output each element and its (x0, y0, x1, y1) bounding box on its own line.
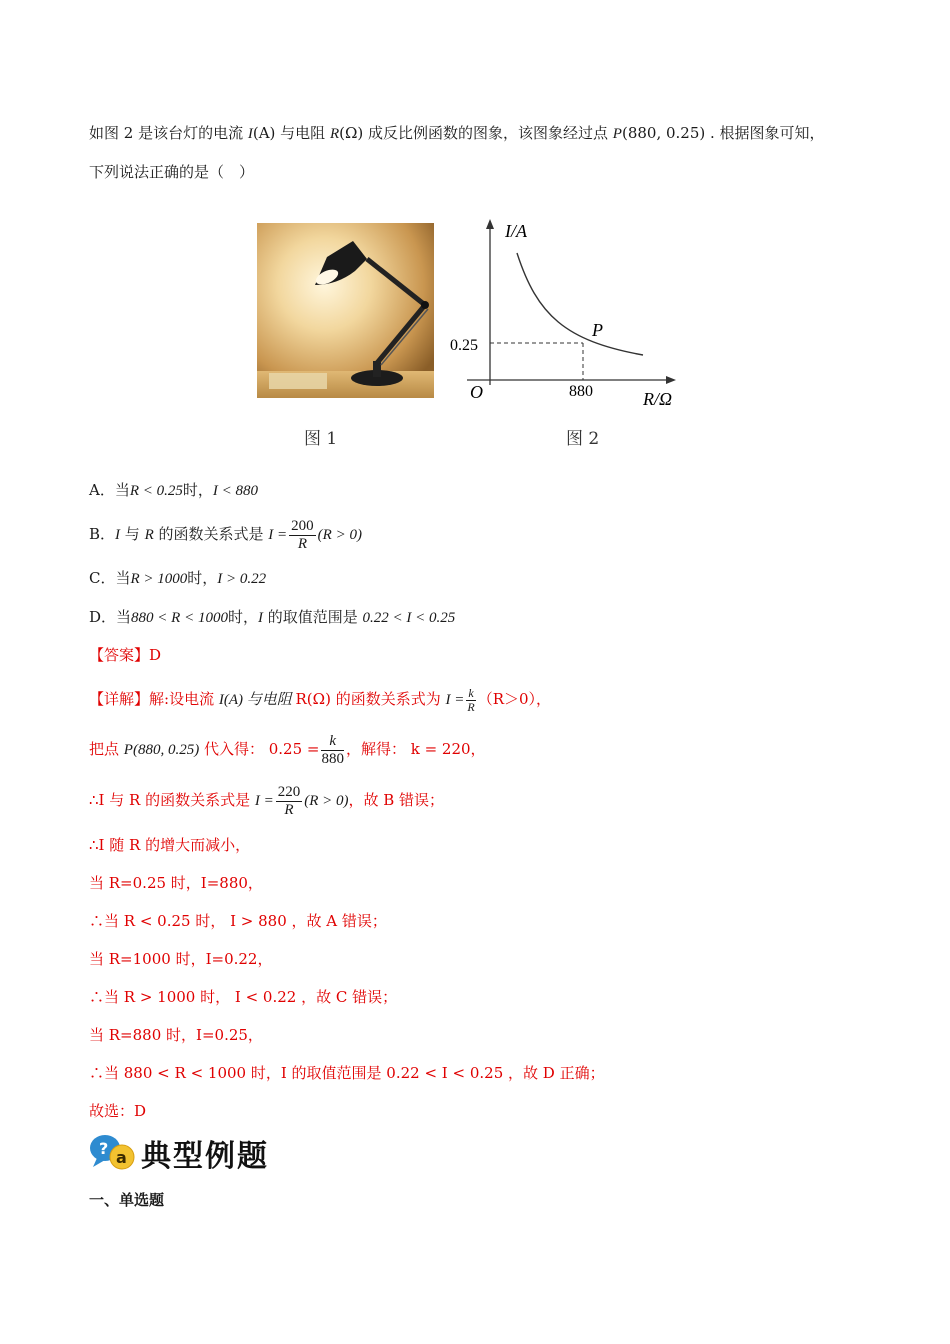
solution-line-1: 【详解】解:设电流 I(A) 与电阻 R(Ω) 的函数关系式为 I = $\frac{k}{R}$ （R＞0）， (89, 685, 552, 714)
figure-2-caption: 图 2 (566, 429, 600, 449)
x-axis-arrow (666, 376, 676, 384)
solution-line-5: 当 R=0.25 时，I=880， (89, 874, 263, 892)
solution-line-7: 当 R=1000 时，I=0.22， (89, 950, 273, 968)
origin-label: O (470, 382, 483, 402)
question-bubble-icon (89, 1133, 137, 1173)
option-a: A．当R < 0.25时，I < 880 (89, 481, 259, 499)
solution-line-6: ∴当 R < 0.25 时， I > 880 ，故 A 错误； (89, 912, 387, 930)
fraction-220-over-r: $\frac{220}{R}$ (277, 783, 301, 818)
y-axis-label: I/A (505, 221, 527, 241)
fraction-200-over-r: $\frac{200}{R}$ (291, 517, 314, 552)
hyperbola-curve (517, 253, 643, 355)
solution-line-8: ∴当 R > 1000 时， I < 0.22 ，故 C 错误； (89, 988, 398, 1006)
option-c: C．当R > 1000时，I > 0.22 (89, 569, 267, 587)
y-tick-label: 0.25 (450, 337, 478, 354)
point-p-label: P (592, 320, 603, 340)
svg-text:a: a (116, 1148, 127, 1167)
question-line-1: 如图 2 是该台灯的电流 I(A) 与电阻 R(Ω) 成反比例函数的图象，该图象经过点 P(880, 0.25) . 根据图象可知， (89, 124, 825, 142)
figure-1-caption: 图 1 (304, 429, 338, 449)
option-b: B．I 与 R 的函数关系式是 I = $\frac{200}{R}$ (R > 0) (89, 517, 362, 552)
solution-line-9: 当 R=880 时，I=0.25， (89, 1026, 263, 1044)
fraction-k-over-880: $\frac{k}{880}$ (321, 732, 344, 767)
question-line-2: 下列说法正确的是（ ） (89, 163, 255, 181)
solution-line-11: 故选：D (89, 1102, 147, 1120)
inverse-function-graph (445, 215, 685, 410)
solution-line-2: 把点 P(880, 0.25) 代入得： 0.25 = $\frac{k}{880}$ ，解得： k = 220， (89, 732, 486, 767)
subsection-title: 一、单选题 (89, 1191, 165, 1209)
section-title-text: 典型例题 (141, 1139, 269, 1174)
fraction-k-over-r: $\frac{k}{R}$ (467, 685, 475, 714)
x-axis-label: R/Ω (643, 389, 673, 409)
solution-line-4: ∴I 随 R 的增大而减小， (89, 836, 251, 854)
desk-lamp-image (257, 223, 434, 398)
svg-text:?: ? (99, 1139, 109, 1158)
solution-line-10: ∴当 880 < R < 1000 时，I 的取值范围是 0.22 < I < 0.25 ，故 D 正确； (89, 1064, 605, 1082)
section-heading (89, 1133, 269, 1173)
option-d: D．当880 < R < 1000时，I 的取值范围是 0.22 < I < 0.25 (89, 608, 456, 626)
graph-svg (445, 215, 685, 410)
lamp-photo (257, 223, 434, 398)
solution-line-3: ∴I 与 R 的函数关系式是 I = $\frac{220}{R}$ (R > 0)，故 B 错误； (89, 783, 445, 818)
answer-line: 【答案】D (89, 646, 162, 664)
x-tick-label: 880 (569, 383, 593, 400)
y-axis-arrow (486, 219, 494, 229)
